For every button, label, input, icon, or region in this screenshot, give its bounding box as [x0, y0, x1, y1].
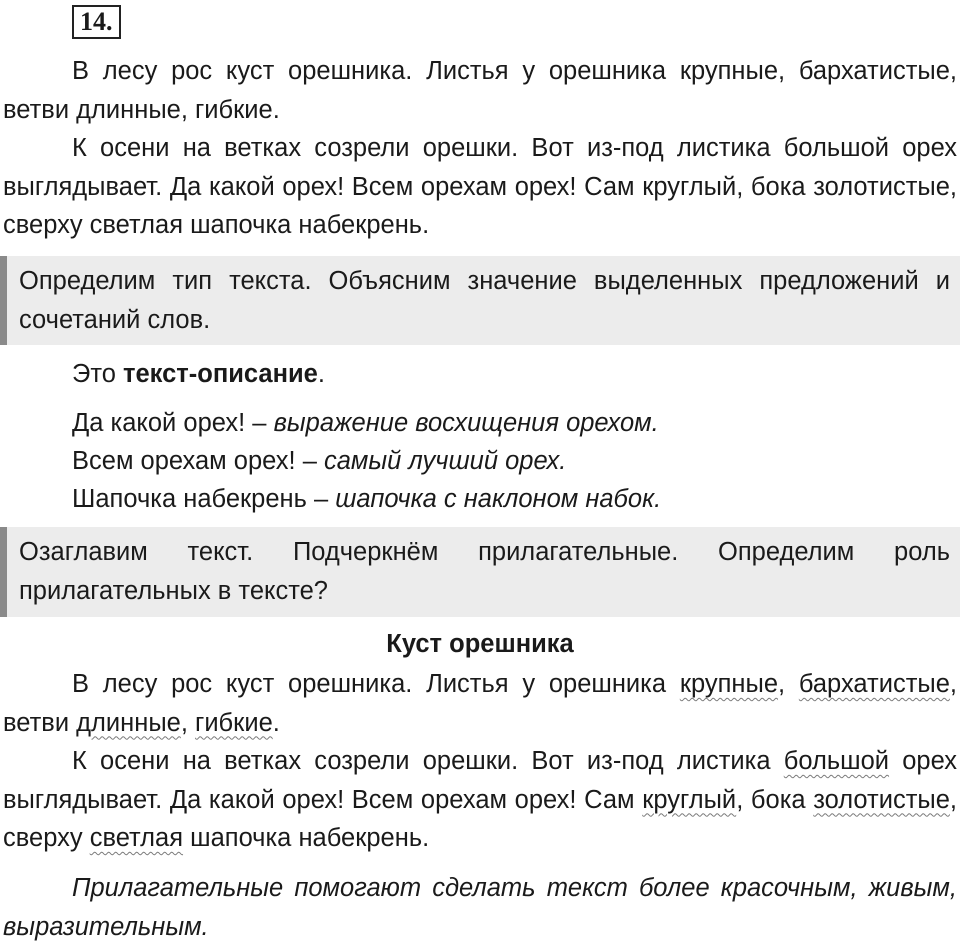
source-paragraph-1: В лесу рос куст орешника. Листья у орешника крупные, бархатистые, ветви длинные, гибкие.: [3, 57, 957, 124]
answer-text-type-bold: текст-описание: [123, 360, 318, 388]
adjective: бархатистые: [798, 670, 950, 698]
explanation-2: [72, 442, 566, 481]
adjective: крупные: [679, 670, 779, 698]
explanation-3: [72, 480, 661, 519]
explanation-phrase: Да какой орех! –: [72, 409, 274, 437]
explanation-phrase: Всем орехам орех! –: [72, 447, 324, 475]
conclusion-text: Прилагательные помогают сделать текст более красочным, живым, выразительным.: [3, 874, 957, 941]
source-text: [3, 52, 957, 245]
task-box-2: [0, 527, 960, 617]
explanation-phrase: Шапочка набекрень –: [72, 485, 336, 513]
marked-paragraph-1: [3, 665, 957, 742]
adjective: длинные: [76, 708, 181, 737]
adjective: светлая: [89, 824, 184, 852]
explanation-meaning: самый лучший орех.: [323, 447, 567, 475]
text-title: Куст орешника: [386, 630, 574, 658]
task-1-text: Определим тип текста. Объясним значение выделенных предложений и сочетаний слов.: [19, 267, 950, 334]
explanation-meaning: шапочка с наклоном набок.: [335, 485, 662, 513]
text-run: , сверху: [3, 785, 957, 852]
explanation-meaning: выражение восхищения орехом.: [273, 409, 659, 437]
adjective: круглый: [642, 785, 737, 814]
text-run: ,: [180, 708, 196, 737]
text-run: орех выглядывает. Да какой орех! Всем орехам орех! Сам: [3, 747, 957, 814]
source-paragraph-2: К осени на ветках созрели орешки. Вот из-под листика большой орех выглядывает. Да какой орех! Всем орехам орех! Сам круглый, бока золотистые, сверху светлая шапочка набекрень.: [3, 134, 957, 239]
text-run: , бока: [736, 785, 814, 814]
text-run: шапочка набекрень.: [183, 824, 430, 852]
marked-text: [3, 665, 957, 858]
conclusion: [3, 869, 957, 946]
text-run: .: [272, 708, 280, 737]
answer-text-type: [72, 355, 325, 394]
text-run: К осени на ветках созрели орешки. Вот из-под листика: [72, 747, 784, 775]
text-run: , ветви: [3, 670, 957, 737]
adjective: большой: [783, 747, 890, 775]
answer-suffix: .: [317, 360, 325, 388]
text-run: В лесу рос куст орешника. Листья у орешника: [72, 670, 680, 698]
adjective: золотистые: [813, 785, 950, 814]
task-box-1: [0, 256, 960, 345]
text-run: ,: [778, 670, 799, 698]
explanation-1: [72, 404, 659, 443]
task-2-text: Озаглавим текст. Подчеркнём прилагательные. Определим роль прилагательных в тексте?: [19, 538, 950, 605]
marked-paragraph-2: [3, 742, 957, 858]
adjective: гибкие: [195, 708, 273, 737]
exercise-number: 14.: [72, 5, 121, 39]
answer-prefix: Это: [72, 360, 123, 388]
